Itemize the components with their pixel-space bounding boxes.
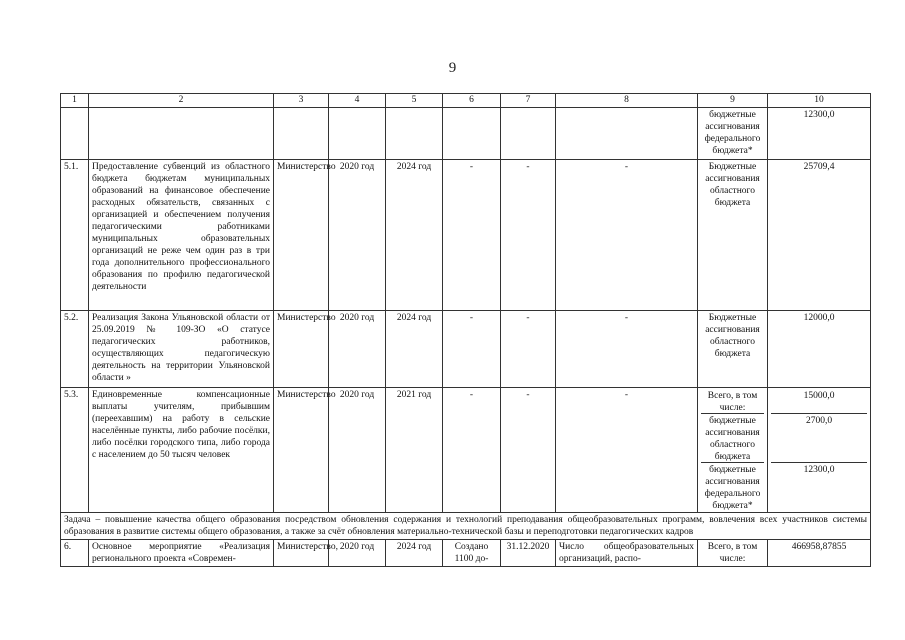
- funding-source: Бюджетные ассигнования областного бюджета: [698, 311, 768, 388]
- row-number: 5.3.: [61, 388, 89, 513]
- start-year: 2020 год: [329, 311, 386, 388]
- amount: 466958,87855: [768, 540, 871, 567]
- col-7: 31.12.2020: [501, 540, 556, 567]
- row-number: 5.1.: [61, 160, 89, 311]
- row-description: Основное мероприятие «Реализация регионального проекта «Современ-: [89, 540, 274, 567]
- funding-source: Всего, в том числе:: [698, 540, 768, 567]
- start-year: 2020 год: [329, 388, 386, 513]
- funding-source: бюджетные ассигнования федерального бюджета*: [704, 465, 761, 511]
- page-number: 9: [448, 60, 457, 76]
- task-row: [61, 513, 871, 540]
- amount: 12300,0: [768, 108, 871, 160]
- row-description: Реализация Закона Ульяновской области от 25.09.2019 № 109-ЗО «О статусе педагогических работников, осуществляющих педагогическую деятельность на территории Ульяновской области »: [89, 311, 274, 388]
- funding-source: Всего, в том числе:: [701, 389, 764, 414]
- program-table: [60, 93, 871, 567]
- table-row: [61, 311, 871, 388]
- row-number: 5.2.: [61, 311, 89, 388]
- executor: Министерство,: [274, 540, 329, 567]
- funding-source: бюджетные ассигнования областного бюджета: [701, 414, 764, 463]
- end-year: 2024 год: [386, 311, 443, 388]
- start-year: 2020 год: [329, 160, 386, 311]
- col-7: -: [501, 388, 556, 513]
- col-6: -: [443, 311, 501, 388]
- header-cell: 9: [698, 94, 768, 108]
- table-row: [61, 388, 871, 513]
- header-cell: 2: [89, 94, 274, 108]
- row-description: Единовременные компенсационные выплаты учителям, прибывшим (переехавшим) на работу в сельские населённые пункты, либо рабочие посёлки, либо посёлки городского типа, либо города с населением до 50 тысяч человек: [89, 388, 274, 513]
- header-cell: 1: [61, 94, 89, 108]
- amount: 12000,0: [768, 311, 871, 388]
- executor: Министерство: [274, 311, 329, 388]
- header-cell: 6: [443, 94, 501, 108]
- col-8: Число общеобразовательных организаций, распо-: [556, 540, 698, 567]
- header-cell: 5: [386, 94, 443, 108]
- amount: 2700,0: [771, 414, 867, 463]
- col-6: -: [443, 388, 501, 513]
- funding-source: Бюджетные ассигнования областного бюджета: [698, 160, 768, 311]
- amount: 25709,4: [768, 160, 871, 311]
- funding-breakdown: [698, 388, 768, 513]
- header-row: [61, 94, 871, 108]
- amount: 15000,0: [771, 389, 867, 414]
- end-year: 2024 год: [386, 540, 443, 567]
- header-cell: 10: [768, 94, 871, 108]
- col-8: -: [556, 388, 698, 513]
- header-cell: 8: [556, 94, 698, 108]
- header-cell: 4: [329, 94, 386, 108]
- table-row: [61, 160, 871, 311]
- task-text: Задача – повышение качества общего образования посредством обновления содержания и технологий преподавания общеобразовательных программ, вовлечения всех участников системы образования в развитие системы общего образования, а также за счёт обновления материально-технической базы и переподготовки педагогических кадров: [61, 513, 871, 540]
- amount-breakdown: [768, 388, 871, 513]
- col-8: -: [556, 311, 698, 388]
- col-7: -: [501, 311, 556, 388]
- amount: 12300,0: [803, 465, 835, 475]
- col-6: Создано 1100 до-: [443, 540, 501, 567]
- executor: Министерство: [274, 160, 329, 311]
- table-row: [61, 540, 871, 567]
- executor: Министерство: [274, 388, 329, 513]
- table-row: [61, 108, 871, 160]
- funding-source: бюджетные ассигнования федерального бюджета*: [698, 108, 768, 160]
- row-description: Предоставление субвенций из областного бюджета бюджетам муниципальных образований на финансовое обеспечение расходных обязательств, связанных с организацией и обеспечением получения педагогическими работниками муниципальных образовательных организаций не реже чем один раз в три года дополнительного профессионального образования по профилю педагогической деятельности: [89, 160, 274, 311]
- header-cell: 7: [501, 94, 556, 108]
- col-8: -: [556, 160, 698, 311]
- header-cell: 3: [274, 94, 329, 108]
- row-number: 6.: [61, 540, 89, 567]
- start-year: 2020 год: [329, 540, 386, 567]
- col-6: -: [443, 160, 501, 311]
- end-year: 2021 год: [386, 388, 443, 513]
- end-year: 2024 год: [386, 160, 443, 311]
- col-7: -: [501, 160, 556, 311]
